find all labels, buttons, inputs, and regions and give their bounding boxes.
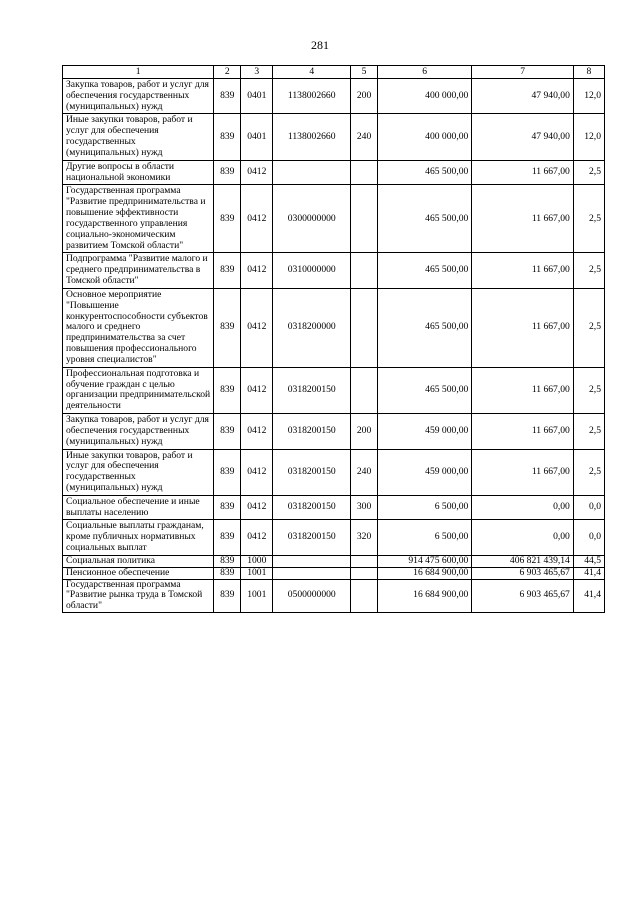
cell-plan: 465 500,00 xyxy=(378,253,472,288)
table-row xyxy=(63,185,605,253)
header-col-2: 2 xyxy=(214,66,241,79)
cell-gr: 839 xyxy=(214,160,241,185)
cell-executed: 11 667,00 xyxy=(472,367,574,413)
cell-name: Иные закупки товаров, работ и услуг для обеспечения государственных (муниципальных) нужд xyxy=(63,449,214,495)
cell-percent: 12,0 xyxy=(573,79,604,114)
cell-expense-type xyxy=(351,579,378,612)
cell-gr: 839 xyxy=(214,288,241,367)
cell-expense-type: 300 xyxy=(351,495,378,520)
budget-table xyxy=(62,65,605,613)
cell-expense-type: 320 xyxy=(351,520,378,555)
cell-gr: 839 xyxy=(214,114,241,160)
cell-section: 0412 xyxy=(241,495,273,520)
cell-plan: 400 000,00 xyxy=(378,114,472,160)
cell-percent: 2,5 xyxy=(573,288,604,367)
header-col-7: 7 xyxy=(472,66,574,79)
cell-percent: 44,5 xyxy=(573,555,604,567)
cell-section: 0412 xyxy=(241,449,273,495)
cell-plan: 459 000,00 xyxy=(378,414,472,449)
cell-name: Подпрограмма "Развитие малого и среднего предпринимательства в Томской области" xyxy=(63,253,214,288)
cell-target-article: 0318200150 xyxy=(273,520,351,555)
cell-percent: 41,4 xyxy=(573,579,604,612)
cell-target-article: 0318200150 xyxy=(273,449,351,495)
cell-section: 0412 xyxy=(241,520,273,555)
cell-percent: 0,0 xyxy=(573,495,604,520)
table-row xyxy=(63,288,605,367)
cell-plan: 400 000,00 xyxy=(378,79,472,114)
cell-executed: 0,00 xyxy=(472,495,574,520)
cell-name: Иные закупки товаров, работ и услуг для обеспечения государственных (муниципальных) нужд xyxy=(63,114,214,160)
cell-executed: 406 821 439,14 xyxy=(472,555,574,567)
table-row xyxy=(63,520,605,555)
cell-gr: 839 xyxy=(214,79,241,114)
cell-plan: 914 475 600,00 xyxy=(378,555,472,567)
cell-expense-type xyxy=(351,367,378,413)
cell-target-article: 0310000000 xyxy=(273,253,351,288)
cell-name: Профессиональная подготовка и обучение граждан с целью организации предпринимательской деятельности xyxy=(63,367,214,413)
header-col-1: 1 xyxy=(63,66,214,79)
cell-target-article: 0500000000 xyxy=(273,579,351,612)
cell-name: Социальные выплаты гражданам, кроме публичных нормативных социальных выплат xyxy=(63,520,214,555)
cell-percent: 2,5 xyxy=(573,449,604,495)
cell-gr: 839 xyxy=(214,449,241,495)
cell-executed: 6 903 465,67 xyxy=(472,567,574,579)
cell-section: 0401 xyxy=(241,114,273,160)
cell-plan: 6 500,00 xyxy=(378,495,472,520)
cell-gr: 839 xyxy=(214,579,241,612)
cell-gr: 839 xyxy=(214,367,241,413)
cell-section: 0401 xyxy=(241,79,273,114)
page-number: 281 xyxy=(311,38,329,52)
cell-section: 0412 xyxy=(241,414,273,449)
table-row xyxy=(63,253,605,288)
cell-gr: 839 xyxy=(214,414,241,449)
table-row xyxy=(63,495,605,520)
cell-plan: 459 000,00 xyxy=(378,449,472,495)
table-row xyxy=(63,414,605,449)
cell-gr: 839 xyxy=(214,567,241,579)
header-col-4: 4 xyxy=(273,66,351,79)
header-col-8: 8 xyxy=(573,66,604,79)
cell-target-article xyxy=(273,555,351,567)
cell-section: 0412 xyxy=(241,185,273,253)
cell-gr: 839 xyxy=(214,253,241,288)
cell-percent: 12,0 xyxy=(573,114,604,160)
cell-section: 1001 xyxy=(241,579,273,612)
cell-target-article: 0318200000 xyxy=(273,288,351,367)
cell-executed: 0,00 xyxy=(472,520,574,555)
table-row xyxy=(63,79,605,114)
cell-expense-type xyxy=(351,288,378,367)
cell-percent: 41,4 xyxy=(573,567,604,579)
cell-target-article xyxy=(273,567,351,579)
cell-percent: 0,0 xyxy=(573,520,604,555)
cell-name: Основное мероприятие "Повышение конкурентоспособности субъектов малого и среднего предпринимательства за счет повышения профессионального уровня специалистов" xyxy=(63,288,214,367)
cell-name: Другие вопросы в области национальной экономики xyxy=(63,160,214,185)
table-header-row xyxy=(63,66,605,79)
cell-expense-type xyxy=(351,555,378,567)
cell-expense-type xyxy=(351,567,378,579)
table-row xyxy=(63,579,605,612)
table-row xyxy=(63,555,605,567)
cell-name: Социальная политика xyxy=(63,555,214,567)
cell-executed: 11 667,00 xyxy=(472,288,574,367)
cell-plan: 16 684 900,00 xyxy=(378,567,472,579)
cell-plan: 465 500,00 xyxy=(378,185,472,253)
table-row xyxy=(63,367,605,413)
cell-target-article: 1138002660 xyxy=(273,114,351,160)
cell-percent: 2,5 xyxy=(573,253,604,288)
cell-target-article: 0300000000 xyxy=(273,185,351,253)
cell-gr: 839 xyxy=(214,520,241,555)
cell-gr: 839 xyxy=(214,555,241,567)
cell-executed: 11 667,00 xyxy=(472,449,574,495)
cell-expense-type: 200 xyxy=(351,414,378,449)
cell-name: Государственная программа "Развитие рынка труда в Томской области" xyxy=(63,579,214,612)
cell-section: 0412 xyxy=(241,288,273,367)
cell-expense-type xyxy=(351,160,378,185)
cell-plan: 465 500,00 xyxy=(378,288,472,367)
cell-plan: 6 500,00 xyxy=(378,520,472,555)
cell-gr: 839 xyxy=(214,185,241,253)
table-row xyxy=(63,160,605,185)
cell-section: 0412 xyxy=(241,367,273,413)
cell-name: Пенсионное обеспечение xyxy=(63,567,214,579)
cell-percent: 2,5 xyxy=(573,367,604,413)
cell-section: 1000 xyxy=(241,555,273,567)
cell-section: 0412 xyxy=(241,160,273,185)
cell-section: 1001 xyxy=(241,567,273,579)
cell-target-article: 0318200150 xyxy=(273,414,351,449)
cell-expense-type: 240 xyxy=(351,114,378,160)
cell-target-article: 1138002660 xyxy=(273,79,351,114)
table-row xyxy=(63,114,605,160)
table-row xyxy=(63,449,605,495)
cell-name: Закупка товаров, работ и услуг для обеспечения государственных (муниципальных) нужд xyxy=(63,414,214,449)
header-col-3: 3 xyxy=(241,66,273,79)
cell-executed: 47 940,00 xyxy=(472,79,574,114)
cell-name: Государственная программа "Развитие предпринимательства и повышение эффективности государственного управления социально-экономическим развитием Томской области" xyxy=(63,185,214,253)
cell-plan: 465 500,00 xyxy=(378,367,472,413)
cell-expense-type: 240 xyxy=(351,449,378,495)
cell-name: Закупка товаров, работ и услуг для обеспечения государственных (муниципальных) нужд xyxy=(63,79,214,114)
cell-expense-type xyxy=(351,253,378,288)
cell-executed: 11 667,00 xyxy=(472,253,574,288)
cell-target-article: 0318200150 xyxy=(273,495,351,520)
cell-percent: 2,5 xyxy=(573,414,604,449)
cell-expense-type xyxy=(351,185,378,253)
cell-target-article xyxy=(273,160,351,185)
cell-percent: 2,5 xyxy=(573,160,604,185)
cell-executed: 11 667,00 xyxy=(472,160,574,185)
cell-section: 0412 xyxy=(241,253,273,288)
cell-percent: 2,5 xyxy=(573,185,604,253)
table-body xyxy=(63,79,605,613)
cell-executed: 47 940,00 xyxy=(472,114,574,160)
cell-executed: 11 667,00 xyxy=(472,414,574,449)
cell-gr: 839 xyxy=(214,495,241,520)
header-col-5: 5 xyxy=(351,66,378,79)
cell-executed: 11 667,00 xyxy=(472,185,574,253)
header-col-6: 6 xyxy=(378,66,472,79)
cell-target-article: 0318200150 xyxy=(273,367,351,413)
cell-plan: 465 500,00 xyxy=(378,160,472,185)
cell-name: Социальное обеспечение и иные выплаты населению xyxy=(63,495,214,520)
cell-expense-type: 200 xyxy=(351,79,378,114)
table-row xyxy=(63,567,605,579)
cell-plan: 16 684 900,00 xyxy=(378,579,472,612)
cell-executed: 6 903 465,67 xyxy=(472,579,574,612)
